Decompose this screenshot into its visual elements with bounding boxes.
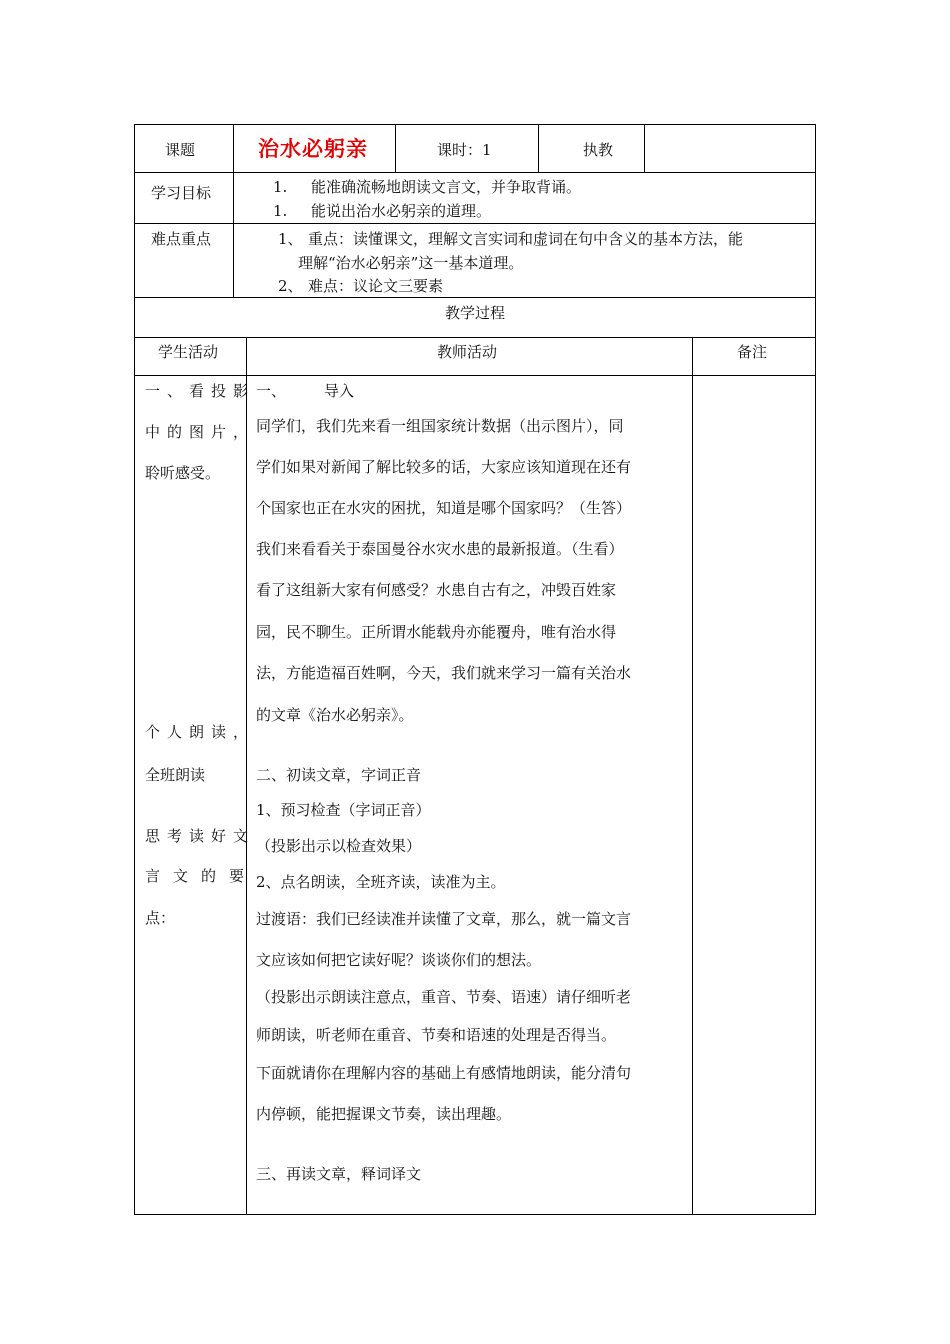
teacher-text-line: 个国家也正在水灾的困扰，知道是哪个国家吗？（生答） xyxy=(256,499,632,517)
teacher-column-header: 教师活动 xyxy=(437,343,498,361)
keypoint-1-line-1: 重点：读懂课文，理解文言实词和虚词在句中含义的基本方法，能 xyxy=(308,230,744,248)
header-col-divider-1 xyxy=(233,124,234,298)
keypoints-label: 难点重点 xyxy=(151,230,212,248)
table-rule-after-process xyxy=(134,337,816,338)
teacher-text-line: 同学们，我们先来看一组国家统计数据（出示图片），同 xyxy=(256,417,624,435)
header-col-divider-2 xyxy=(395,124,396,173)
table-border-bottom xyxy=(134,1214,816,1215)
keypoint-1-num: 1、 xyxy=(278,230,303,248)
student-activity-line: 全班朗读 xyxy=(145,766,206,784)
teacher-text-line: 园，民不聊生。正所谓水能载舟亦能覆舟，唯有治水得 xyxy=(256,623,617,641)
student-activity-line: 一、看投影 xyxy=(145,382,256,400)
topic-label: 课题 xyxy=(165,141,196,159)
notes-column-header: 备注 xyxy=(737,343,768,361)
section-2-title: 二、初读文章，字词正音 xyxy=(256,766,422,784)
objective-2-num: 1. xyxy=(273,202,288,220)
table-border-left xyxy=(134,124,135,1215)
header-col-divider-4 xyxy=(644,124,645,173)
teacher-text-line: 看了这组新大家有何感受？水患自古有之，冲毁百姓家 xyxy=(256,581,617,599)
section-1-title: 导入 xyxy=(324,382,355,400)
body-col-divider-1 xyxy=(246,337,247,1215)
student-activity-line: 思考读好文 xyxy=(145,827,256,845)
teacher-label: 执教 xyxy=(583,141,614,159)
teacher-text-line: 师朗读，听老师在重音、节奏和语速的处理是否得当。 xyxy=(256,1026,617,1044)
objective-1-num: 1. xyxy=(273,178,288,196)
table-rule-after-columns xyxy=(134,375,816,376)
table-border-right xyxy=(815,124,816,1215)
teacher-text-line: 文应该如何把它读好呢？谈谈你们的想法。 xyxy=(256,951,542,969)
student-activity-line: 聆听感受。 xyxy=(145,464,221,482)
teacher-text-line: 法，方能造福百姓啊，今天，我们就来学习一篇有关治水 xyxy=(256,664,632,682)
student-activity-line: 个人朗读， xyxy=(145,723,256,741)
teacher-text-line: 学们如果对新闻了解比较多的话，大家应该知道现在还有 xyxy=(256,458,632,476)
body-col-divider-2 xyxy=(692,337,693,1215)
teacher-text-line: 的文章《治水必躬亲》。 xyxy=(256,706,414,724)
table-rule-after-keypoints xyxy=(134,297,816,298)
teacher-text-line: 我们来看看关于泰国曼谷水灾水患的最新报道。（生看） xyxy=(256,540,624,558)
objective-1-text: 能准确流畅地朗读文言文，并争取背诵。 xyxy=(311,178,582,196)
teacher-text-line: 2、点名朗读，全班齐读，读准为主。 xyxy=(256,873,506,891)
lesson-title: 治水必躬亲 xyxy=(258,136,368,161)
lesson-periods: 课时：1 xyxy=(437,141,492,159)
keypoint-1-line-2: 理解“治水必躬亲”这一基本道理。 xyxy=(298,254,524,272)
student-activity-line: 言文的要 xyxy=(145,867,258,885)
objectives-label: 学习目标 xyxy=(151,184,212,202)
objective-2-text: 能说出治水必躬亲的道理。 xyxy=(311,202,492,220)
section-3-title: 三、再读文章，释词译文 xyxy=(256,1165,422,1183)
process-header: 教学过程 xyxy=(445,304,506,322)
table-rule-after-objectives xyxy=(134,223,816,224)
teacher-text-line: 下面就请你在理解内容的基础上有感情地朗读，能分清句 xyxy=(256,1064,632,1082)
student-column-header: 学生活动 xyxy=(158,343,219,361)
student-activity-line: 中的图片， xyxy=(145,423,256,441)
keypoint-2-line-1: 难点：议论文三要素 xyxy=(308,277,444,295)
teacher-text-line: 内停顿，能把握课文节奏，读出理趣。 xyxy=(256,1105,512,1123)
teacher-text-line: （投影出示以检查效果） xyxy=(256,837,422,855)
header-col-divider-3 xyxy=(538,124,539,173)
teacher-text-line: 过渡语：我们已经读准并读懂了文章，那么，就一篇文言 xyxy=(256,910,632,928)
table-border-top xyxy=(134,124,816,125)
teacher-text-line: 1、预习检查（字词正音） xyxy=(256,801,431,819)
table-rule-after-header xyxy=(134,172,816,173)
teacher-text-line: （投影出示朗读注意点，重音、节奏、语速）请仔细听老 xyxy=(256,988,632,1006)
keypoint-2-num: 2、 xyxy=(278,277,303,295)
section-1-number: 一、 xyxy=(256,382,287,400)
student-activity-line: 点： xyxy=(145,909,176,927)
